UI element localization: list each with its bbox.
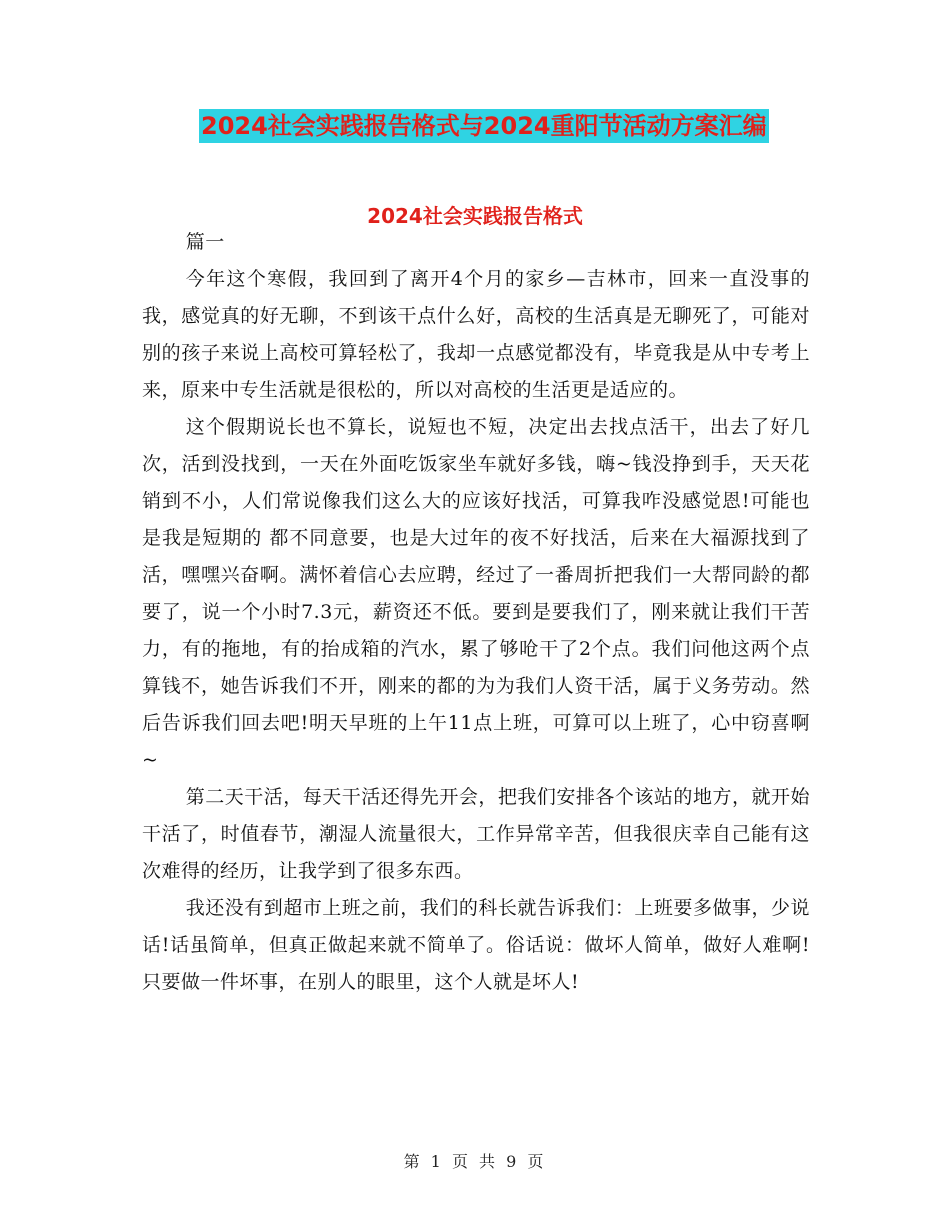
chapter-label: 篇一 [185,231,225,253]
body-paragraph: 我还没有到超市上班之前，我们的科长就告诉我们：上班要多做事，少说话!话虽简单，但真正做起来就不简单了。俗话说：做坏人简单，做好人难啊!只要做一件坏事，在别人的眼里，这个人就是坏人! [142,897,810,993]
body-paragraph: 第二天干活，每天干活还得先开会，把我们安排各个该站的地方，就开始干活了，时值春节，潮湿人流量很大，工作异常辛苦，但我很庆幸自己能有这次难得的经历，让我学到了很多东西。 [142,786,810,882]
document-title: 2024社会实践报告格式与2024重阳节活动方案汇编 [199,109,769,143]
document-body [142,222,810,1001]
body-paragraph: 这个假期说长也不算长，说短也不短，决定出去找点活干，出去了好几次，活到没找到，一天在外面吃饭家坐车就好多钱，嗨~钱没挣到手，天天花销到不小，人们常说像我们这么大的应该好找活，可算我咋没感觉恩!可能也是我是短期的 都不同意要，也是大过年的夜不好找活，后来在大福源找到了活，嘿嘿兴奋啊。满怀着信心去应聘，经过了一番周折把我们一大帮同龄的都要了，说一个小时7.3元，薪资还不低。要到是要我们了，刚来就让我们干苦力，有的拖地，有的抬成箱的汽水，累了够呛干了2个点。我们问他这两个点算钱不，她告诉我们不开，刚来的都的为为我们人资干活，属于义务劳动。然后告诉我们回去吧!明天早班的上午11点上班，可算可以上班了，心中窃喜啊~ [142,416,810,771]
page-number: 第 1 页 共 9 页 [403,1152,547,1171]
body-paragraph: 今年这个寒假，我回到了离开4个月的家乡—吉林市，回来一直没事的我，感觉真的好无聊，不到该干点什么好，高校的生活真是无聊死了，可能对别的孩子来说上高校可算轻松了，我却一点感觉都没有，毕竟我是从中专考上来，原来中专生活就是很松的，所以对高校的生活更是适应的。 [142,268,810,401]
section-title: 2024社会实践报告格式 [367,204,583,228]
